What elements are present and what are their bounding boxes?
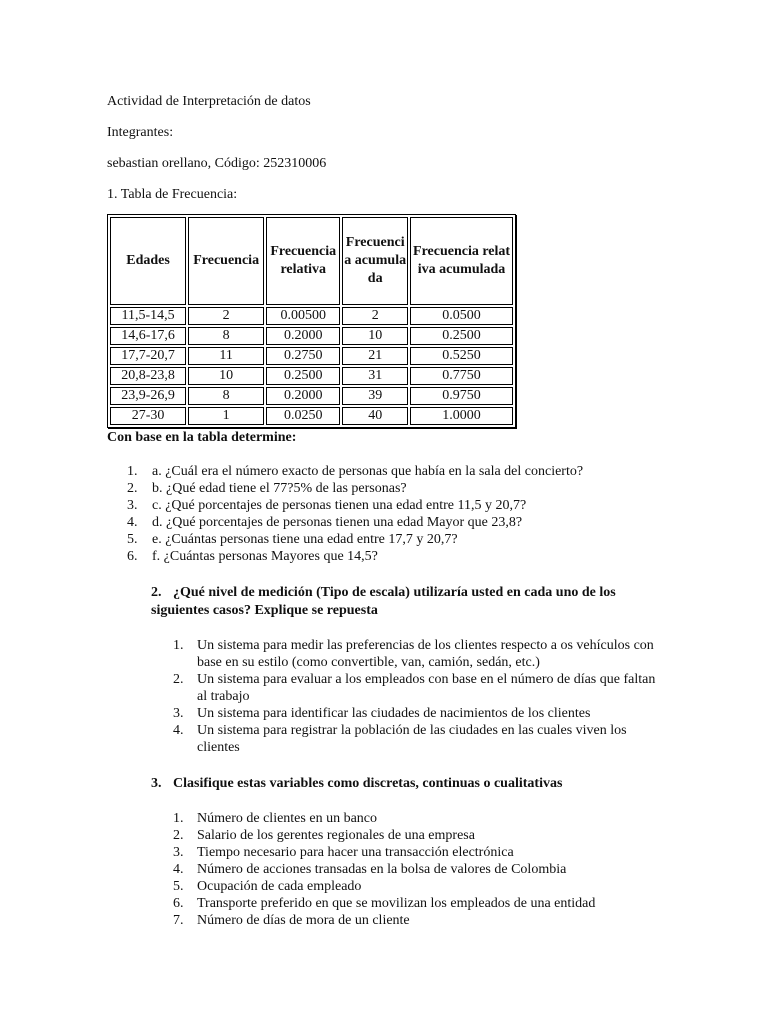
- list-item-number: 1.: [173, 638, 184, 653]
- members-label: Integrantes:: [107, 125, 174, 140]
- list-item: [151, 827, 667, 844]
- table-cell: 2: [188, 307, 264, 325]
- list-item-number: 4.: [127, 515, 138, 530]
- list-item-number: 2.: [173, 672, 184, 687]
- list-item-text: d. ¿Qué porcentajes de personas tienen una edad Mayor que 23,8?: [152, 515, 523, 530]
- list-item-text: b. ¿Qué edad tiene el 77?5% de las personas?: [152, 481, 407, 496]
- list-item-number: 3.: [127, 498, 138, 513]
- frequency-table: [107, 214, 516, 428]
- table-cell: 17,7-20,7: [110, 347, 186, 365]
- table-row: [110, 347, 513, 365]
- table-row: [110, 307, 513, 325]
- list-item: [151, 705, 667, 722]
- list-item-text: Un sistema para identificar las ciudades de nacimientos de los clientes: [197, 706, 591, 721]
- table-cell: 0.2500: [266, 367, 340, 385]
- table-cell: 8: [188, 327, 264, 345]
- member-name: sebastian orellano, Código: 252310006: [107, 156, 327, 171]
- table-cell: 0.2000: [266, 387, 340, 405]
- list-item-text: f. ¿Cuántas personas Mayores que 14,5?: [152, 549, 378, 564]
- table-cell: 0.9750: [410, 387, 513, 405]
- list-item-number: 2.: [127, 481, 138, 496]
- table-cell: 1.0000: [410, 407, 513, 425]
- q2-heading: [151, 584, 651, 620]
- list-item: [151, 671, 667, 705]
- table-cell: 31: [342, 367, 408, 385]
- list-item-number: 5.: [127, 532, 138, 547]
- table-cell: 40: [342, 407, 408, 425]
- q3-heading-text: Clasifique estas variables como discretas, continuas o cualitativas: [173, 776, 563, 791]
- table-row: [110, 387, 513, 405]
- list-item-text: Tiempo necesario para hacer una transacción electrónica: [197, 845, 514, 860]
- list-item-number: 7.: [173, 913, 184, 928]
- table-row: [110, 367, 513, 385]
- list-item-text: Ocupación de cada empleado: [197, 879, 362, 894]
- list-item-text: c. ¿Qué porcentajes de personas tienen una edad entre 11,5 y 20,7?: [152, 498, 527, 513]
- table-cell: 0.2750: [266, 347, 340, 365]
- list-item-text: Número de acciones transadas en la bolsa de valores de Colombia: [197, 862, 567, 877]
- q2-number: 2.: [151, 585, 162, 600]
- list-item: [151, 722, 667, 756]
- list-item-number: 6.: [127, 549, 138, 564]
- table-cell: 0.5250: [410, 347, 513, 365]
- table-cell: 8: [188, 387, 264, 405]
- list-item-number: 1.: [127, 464, 138, 479]
- list-item-text: e. ¿Cuántas personas tiene una edad entre 17,7 y 20,7?: [152, 532, 458, 547]
- list-item-text: Número de días de mora de un cliente: [197, 913, 410, 928]
- table-cell: 0.0250: [266, 407, 340, 425]
- table-cell: 14,6-17,6: [110, 327, 186, 345]
- table-cell: 2: [342, 307, 408, 325]
- list-item-text: a. ¿Cuál era el número exacto de personas que había en la sala del concierto?: [152, 464, 584, 479]
- table-cell: 11: [188, 347, 264, 365]
- list-item-text: Salario de los gerentes regionales de una empresa: [197, 828, 475, 843]
- list-item: [151, 895, 667, 912]
- list-item: [151, 637, 667, 671]
- table-cell: 11,5-14,5: [110, 307, 186, 325]
- list-item: [151, 912, 667, 929]
- list-item: [151, 844, 667, 861]
- q3-list: [151, 810, 667, 929]
- table-cell: 23,9-26,9: [110, 387, 186, 405]
- table-cell: 10: [188, 367, 264, 385]
- list-item: [151, 878, 667, 895]
- table-cell: 0.0500: [410, 307, 513, 325]
- table-cell: 10: [342, 327, 408, 345]
- list-item-number: 3.: [173, 845, 184, 860]
- list-item-number: 1.: [173, 811, 184, 826]
- table-row: [110, 407, 513, 425]
- list-item-text: Un sistema para registrar la población de las ciudades en las cuales viven los clientes: [197, 723, 627, 755]
- list-item-number: 4.: [173, 862, 184, 877]
- list-item-text: Un sistema para medir las preferencias de los clientes respecto a os vehículos con base en su estilo (como convertible, van, camión, sedán, etc.): [197, 638, 654, 670]
- table-header-row: [110, 217, 513, 305]
- header-frecuencia-relativa: Frecuencia relativa: [266, 217, 340, 305]
- header-frecuencia-relativa-acumulada: Frecuencia relativa acumulada: [410, 217, 513, 305]
- list-item: [151, 810, 667, 827]
- list-item-text: Un sistema para evaluar a los empleados con base en el número de días que faltan al trabajo: [197, 672, 656, 704]
- list-item-number: 3.: [173, 706, 184, 721]
- table-row: [110, 327, 513, 345]
- document-title: Actividad de Interpretación de datos: [107, 94, 311, 109]
- header-frecuencia-acumulada: Frecuencia acumulada: [342, 217, 408, 305]
- list-item-number: 4.: [173, 723, 184, 738]
- section-1-title: 1. Tabla de Frecuencia:: [107, 187, 238, 202]
- table-cell: 20,8-23,8: [110, 367, 186, 385]
- table-cell: 21: [342, 347, 408, 365]
- q1-heading: Con base en la tabla determine:: [107, 430, 297, 445]
- table-cell: 0.00500: [266, 307, 340, 325]
- table-cell: 0.7750: [410, 367, 513, 385]
- q3-heading: [151, 775, 651, 792]
- table-cell: 0.2000: [266, 327, 340, 345]
- table-cell: 27-30: [110, 407, 186, 425]
- q2-list: [151, 637, 667, 756]
- list-item-number: 5.: [173, 879, 184, 894]
- list-item: [151, 861, 667, 878]
- list-item-number: 2.: [173, 828, 184, 843]
- table-cell: 0.2500: [410, 327, 513, 345]
- q3-number: 3.: [151, 776, 162, 791]
- list-item-text: Número de clientes en un banco: [197, 811, 377, 826]
- list-item-number: 6.: [173, 896, 184, 911]
- q2-heading-text: ¿Qué nivel de medición (Tipo de escala) utilizaría usted en cada uno de los siguientes casos? Explique se repuesta: [151, 585, 616, 618]
- table-cell: 39: [342, 387, 408, 405]
- table-cell: 1: [188, 407, 264, 425]
- header-frecuencia: Frecuencia: [188, 217, 264, 305]
- header-edades: Edades: [110, 217, 186, 305]
- list-item-text: Transporte preferido en que se movilizan los empleados de una entidad: [197, 896, 596, 911]
